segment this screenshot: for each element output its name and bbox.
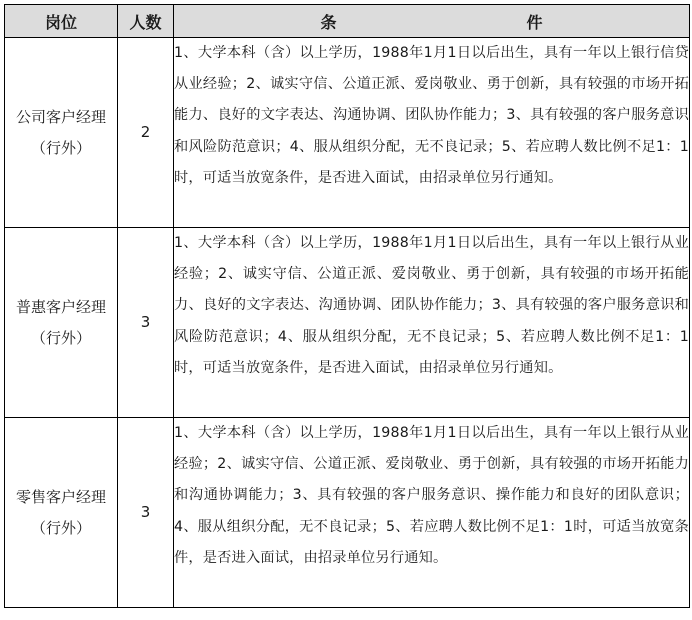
count-cell: 2 — [118, 38, 174, 228]
post-note: （行外） — [30, 518, 91, 537]
post-cell — [5, 228, 118, 418]
count-cell: 3 — [118, 228, 174, 418]
header-conditions-left: 条 — [320, 12, 337, 32]
table-row — [5, 418, 690, 608]
table-row — [5, 38, 690, 228]
post-name: 普惠客户经理 — [15, 297, 106, 316]
post-name: 零售客户经理 — [15, 487, 106, 506]
count-cell: 3 — [118, 418, 174, 608]
post-cell — [5, 38, 118, 228]
post-cell — [5, 418, 118, 608]
header-conditions — [174, 5, 690, 38]
recruitment-table — [4, 4, 690, 608]
conditions-cell: 1、大学本科（含）以上学历，1988年1月1日以后出生，具有一年以上银行从业经验；2、诚实守信、公道正派、爱岗敬业、勇于创新，具有较强的市场开拓能力和沟通协调能力；3、具有较强的客户服务意识、操作能力和良好的团队意识；4、服从组织分配，无不良记录；5、若应聘人数比例不足1：1时，可适当放宽条件，是否进入面试，由招录单位另行通知。 — [174, 418, 690, 608]
header-conditions-right: 件 — [526, 12, 543, 32]
post-note: （行外） — [30, 328, 91, 347]
post-name: 公司客户经理 — [15, 107, 106, 126]
conditions-cell: 1、大学本科（含）以上学历，1988年1月1日以后出生，具有一年以上银行从业经验；2、诚实守信、公道正派、爱岗敬业、勇于创新，具有较强的市场开拓能力、良好的文字表达、沟通协调、团队协作能力；3、具有较强的客户服务意识和风险防范意识；4、服从组织分配，无不良记录；5、若应聘人数比例不足1：1时，可适当放宽条件，是否进入面试，由招录单位另行通知。 — [174, 228, 690, 418]
conditions-cell: 1、大学本科（含）以上学历，1988年1月1日以后出生，具有一年以上银行信贷从业经验；2、诚实守信、公道正派、爱岗敬业、勇于创新，具有较强的市场开拓能力、良好的文字表达、沟通协调、团队协作能力；3、具有较强的客户服务意识和风险防范意识；4、服从组织分配，无不良记录；5、若应聘人数比例不足1：1时，可适当放宽条件，是否进入面试，由招录单位另行通知。 — [174, 38, 690, 228]
post-note: （行外） — [30, 138, 91, 157]
header-post: 岗位 — [5, 5, 118, 38]
table-header-row — [5, 5, 690, 38]
header-count: 人数 — [118, 5, 174, 38]
table-row — [5, 228, 690, 418]
